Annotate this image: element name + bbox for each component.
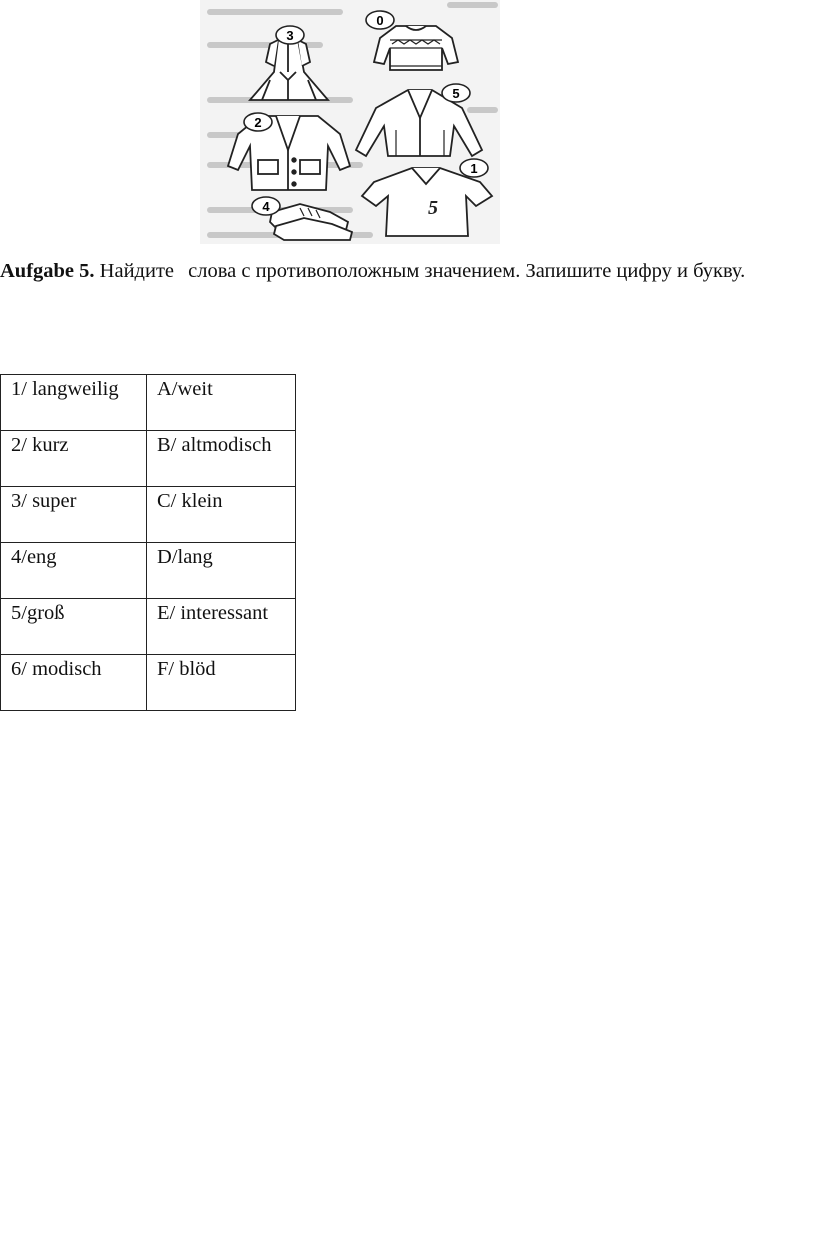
svg-text:0: 0 — [376, 13, 384, 28]
right-word-cell: B/ altmodisch — [147, 431, 296, 487]
badge-4 — [252, 197, 280, 215]
task-label: Aufgabe 5. — [0, 260, 95, 282]
table-row — [1, 487, 296, 543]
badge-0 — [366, 11, 394, 29]
badge-3 — [276, 26, 304, 44]
dress-icon — [250, 40, 328, 100]
svg-text:5: 5 — [452, 86, 460, 101]
table-row — [1, 655, 296, 711]
svg-text:2: 2 — [254, 115, 262, 130]
badge-2 — [244, 113, 272, 131]
svg-text:4: 4 — [262, 199, 270, 214]
left-word-cell: 2/ kurz — [1, 431, 147, 487]
table-row — [1, 375, 296, 431]
right-word-cell: E/ interessant — [147, 599, 296, 655]
left-word-cell: 3/ super — [1, 487, 147, 543]
shirt-number: 5 — [428, 197, 438, 219]
task-instruction — [0, 250, 790, 293]
word-pairs-table — [0, 374, 296, 711]
left-word-cell: 4/eng — [1, 543, 147, 599]
tshirt-icon — [362, 168, 492, 236]
table-row — [1, 431, 296, 487]
clothing-illustration — [200, 0, 500, 244]
left-word-cell: 6/ modisch — [1, 655, 147, 711]
left-word-cell: 1/ langweilig — [1, 375, 147, 431]
svg-text:1: 1 — [470, 161, 478, 176]
task-instruction-part2: слова с противоположным значением. Запишите цифру и букву. — [188, 260, 746, 282]
right-word-cell: A/weit — [147, 375, 296, 431]
table-row — [1, 599, 296, 655]
sweater-icon — [374, 26, 458, 70]
left-word-cell: 5/groß — [1, 599, 147, 655]
badge-5 — [442, 84, 470, 102]
right-word-cell: F/ blöd — [147, 655, 296, 711]
svg-text:3: 3 — [286, 28, 294, 43]
table-row — [1, 543, 296, 599]
task-instruction-part1: Найдите — [99, 260, 175, 282]
badge-1 — [460, 159, 488, 177]
right-word-cell: C/ klein — [147, 487, 296, 543]
right-word-cell: D/lang — [147, 543, 296, 599]
